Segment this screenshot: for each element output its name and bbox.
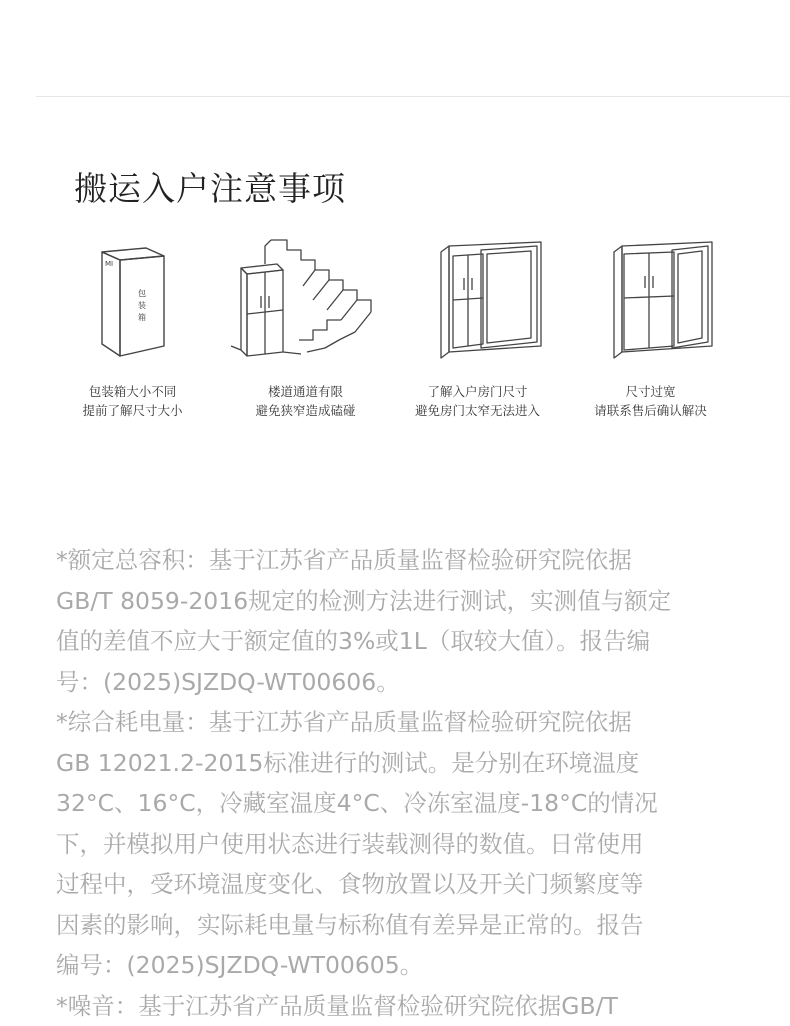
caption-line-1: 包装箱大小不同: [40, 382, 225, 401]
step-caption: [558, 382, 743, 420]
box-brand-text: MI: [105, 260, 113, 268]
caption-line-2: 避免狭窄造成磕碰: [213, 401, 398, 420]
top-divider: [36, 96, 790, 97]
step-corridor: [213, 228, 398, 428]
box-label-2: 装: [138, 300, 146, 310]
note-line: *额定总容积：基于江苏省产品质量监督检验研究院依据: [56, 540, 756, 581]
note-line: *噪音：基于江苏省产品质量监督检验研究院依据GB/T: [56, 986, 756, 1026]
note-line: 过程中，受环境温度变化、食物放置以及开关门频繁度等: [56, 864, 756, 905]
note-line: *综合耗电量：基于江苏省产品质量监督检验研究院依据: [56, 702, 756, 743]
delivery-steps: [40, 228, 780, 428]
note-power-consumption: [56, 702, 756, 986]
step-door-size: [385, 228, 570, 428]
note-line: 号：(2025)SJZDQ-WT00606。: [56, 662, 756, 703]
caption-line-2: 提前了解尺寸大小: [40, 401, 225, 420]
footnotes: [56, 540, 756, 1026]
note-line: 值的差值不应大于额定值的3%或1L（取较大值）。报告编: [56, 621, 756, 662]
step-package-size: [40, 228, 225, 428]
caption-line-2: 请联系售后确认解决: [558, 401, 743, 420]
note-rated-volume: [56, 540, 756, 702]
note-noise: [56, 986, 756, 1026]
fridge-door-open-icon: [413, 234, 543, 364]
note-line: GB/T 8059-2016规定的检测方法进行测试，实测值与额定: [56, 581, 756, 622]
note-line: 32°C、16°C，冷藏室温度4°C、冷冻室温度-18°C的情况: [56, 783, 756, 824]
note-line: 因素的影响，实际耗电量与标称值有差异是正常的。报告: [56, 905, 756, 946]
staircase-fridge-icon: [231, 234, 381, 364]
caption-line-1: 了解入户房门尺寸: [385, 382, 570, 401]
step-caption: [385, 382, 570, 420]
step-caption: [40, 382, 225, 420]
box-label-1: 包: [138, 288, 146, 298]
caption-line-2: 避免房门太窄无法进入: [385, 401, 570, 420]
step-caption: [213, 382, 398, 420]
caption-line-1: 尺寸过宽: [558, 382, 743, 401]
package-box-icon: [88, 234, 178, 364]
note-line: 下，并模拟用户使用状态进行装载测得的数值。日常使用: [56, 824, 756, 865]
note-line: GB 12021.2-2015标准进行的测试。是分别在环境温度: [56, 743, 756, 784]
step-oversize: [558, 228, 743, 428]
fridge-oversize-icon: [586, 234, 716, 364]
section-title: 搬运入户注意事项: [74, 163, 346, 210]
caption-line-1: 楼道通道有限: [213, 382, 398, 401]
box-label-3: 箱: [138, 312, 146, 322]
note-line: 编号：(2025)SJZDQ-WT00605。: [56, 945, 756, 986]
